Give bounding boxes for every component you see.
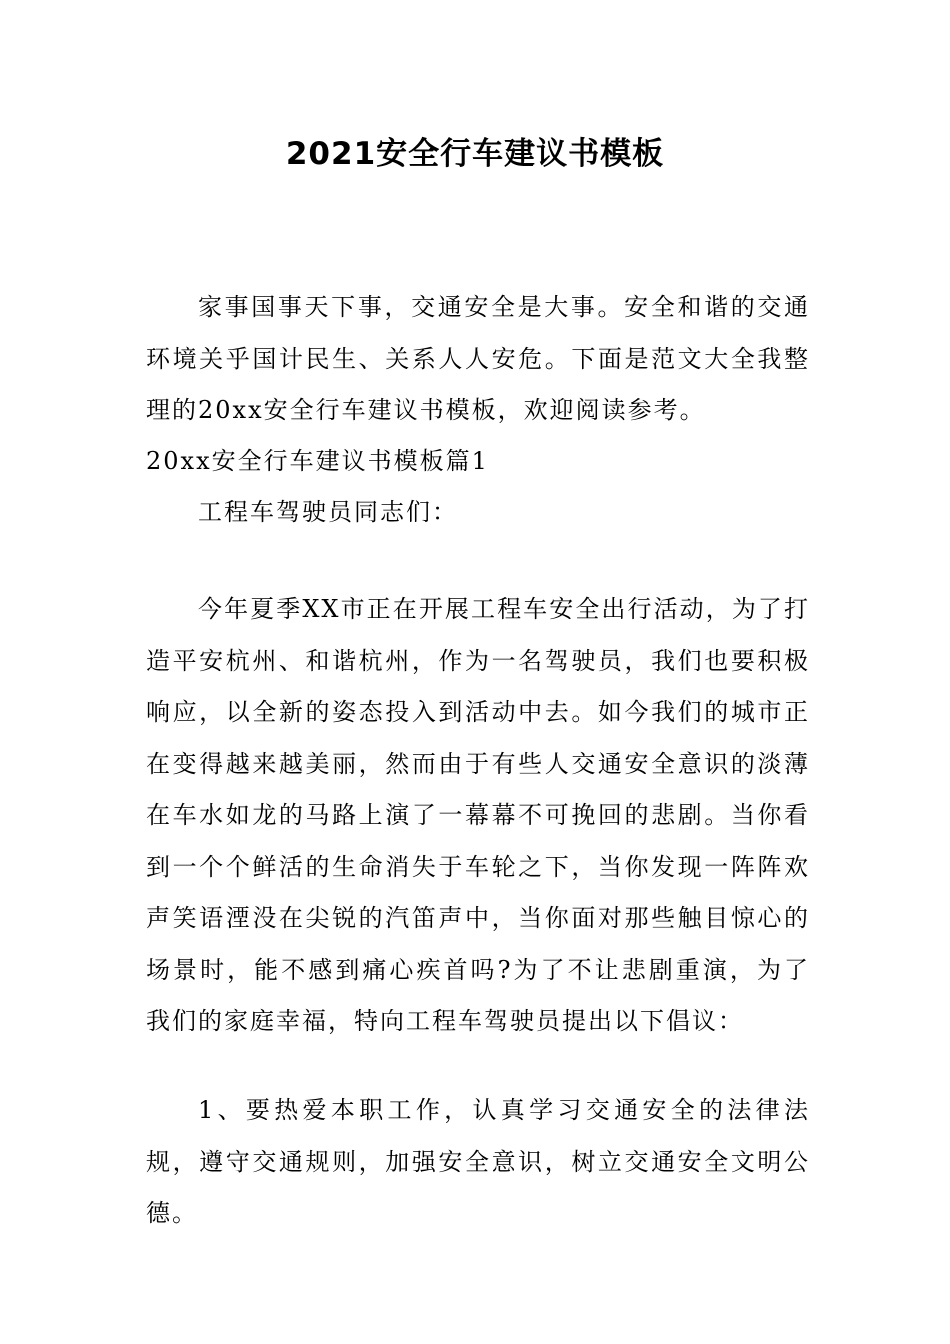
- intro-paragraph: 家事国事天下事，交通安全是大事。安全和谐的交通环境关乎国计民生、关系人人安危。下面是范文大全我整理的20xx安全行车建议书模板，欢迎阅读参考。: [146, 293, 810, 424]
- proposal-item-1: 1、要热爱本职工作，认真学习交通安全的法律法规，遵守交通规则，加强安全意识，树立交通安全文明公德。: [146, 1096, 810, 1227]
- salutation: 工程车驾驶员同志们：: [198, 498, 458, 526]
- section-heading: 20xx安全行车建议书模板篇1: [146, 447, 489, 475]
- document-title: 2021安全行车建议书模板: [285, 136, 665, 172]
- body-paragraph-1: 今年夏季XX市正在开展工程车安全出行活动，为了打造平安杭州、和谐杭州，作为一名驾驶员，我们也要积极响应，以全新的姿态投入到活动中去。如今我们的城市正在变得越来越美丽，然而由于有些人交通安全意识的淡薄在车水如龙的马路上演了一幕幕不可挽回的悲剧。当你看到一个个鲜活的生命消失于车轮之下，当你发现一阵阵欢声笑语湮没在尖锐的汽笛声中，当你面对那些触目惊心的场景时，能不感到痛心疾首吗?为了不让悲剧重演，为了我们的家庭幸福，特向工程车驾驶员提出以下倡议：: [146, 595, 810, 1035]
